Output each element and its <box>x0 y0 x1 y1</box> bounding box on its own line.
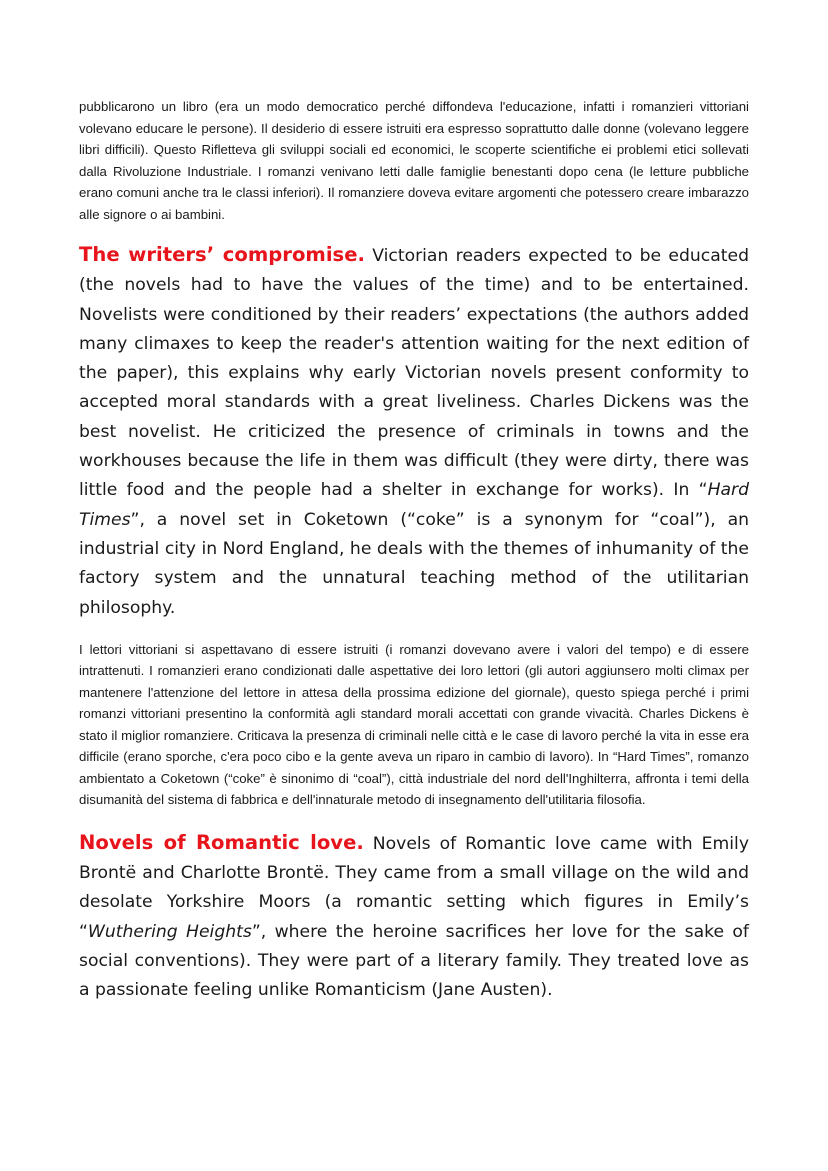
writers-compromise-heading: The writers’ compromise. <box>79 243 365 266</box>
writers-compromise-text-b: ”, a novel set in Coketown (“coke” is a synonym for “coal”), an industrial city in Nord England, he deals with the themes of inhumanity of the factory system and the unnatural teaching method of the utilitarian philosophy. <box>79 509 749 618</box>
romantic-love-text-a: Novels of Romantic love came with Emily Brontë and Charlotte Brontë. They came from a small village on the wild and desolate Yorkshire Moors (a romantic setting which figures in Emily’s “ <box>79 833 750 942</box>
romantic-love-heading: Novels of Romantic love. <box>79 830 364 854</box>
romantic-love-paragraph <box>79 828 749 1006</box>
wuthering-heights-title: Wuthering Heights <box>87 921 252 942</box>
writers-compromise-paragraph <box>79 240 749 623</box>
romantic-love-text-b: ”, where the heroine sacrifices her love for the sake of social conventions). They were part of a literary family. They treated love as a passionate feeling unlike Romanticism (Jane Austen). <box>79 921 749 1001</box>
document-page <box>79 96 749 1006</box>
italian-paragraph-1: pubblicarono un libro (era un modo democratico perché diffondeva l'educazione, infatti i romanzieri vittoriani volevano educare le persone). Il desiderio di essere istruiti era espresso soprattutto dalle donne (volevano leggere libri difficili). Questo Rifletteva gli sviluppi sociali ed economici, le scoperte scientifiche ei problemi etici sollevati dalla Rivoluzione Industriale. I romanzi venivano letti dalle famiglie benestanti dopo cena (le letture pubbliche erano comuni anche tra le classi inferiori). Il romanziere doveva evitare argomenti che potessero creare imbarazzo alle signore o ai bambini. <box>79 99 749 222</box>
writers-compromise-text-a: Victorian readers expected to be educated (the novels had to have the values of the time) and to be entertained. Novelists were conditioned by their readers’ expectations (the authors added many climaxes to keep the reader's attention waiting for the next edition of the paper), this explains why early Victorian novels present conformity to accepted moral standards with a great liveliness. Charles Dickens was the best novelist. He criticized the presence of criminals in towns and the workhouses because the life in them was difficult (they were dirty, there was little food and the people had a shelter in exchange for works). In “ <box>79 246 749 501</box>
italian-paragraph-2: I lettori vittoriani si aspettavano di essere istruiti (i romanzi dovevano avere i valori del tempo) e di essere intrattenuti. I romanzieri erano condizionati dalle aspettative dei loro lettori (gli autori aggiunsero molti climax per mantenere l'attenzione del lettore in attesa della prossima edizione del giornale), questo spiega perché i primi romanzi vittoriani presentino la conformità agli standard morali accettati con grande vivacità. Charles Dickens è stato il miglior romanziere. Criticava la presenza di criminali nelle città e le case di lavoro perché la vita in esse era difficile (erano sporche, c'era poco cibo e la gente aveva un riparo in cambio di lavoro). In “Hard Times”, romanzo ambientato a Coketown (“coke” è sinonimo di “coal”), città industriale del nord dell'Inghilterra, affronta i temi della disumanità del sistema di fabbrica e dell'innaturale metodo di insegnamento dell'utilitaria filosofia. <box>79 641 749 808</box>
hard-times-title: Hard Times <box>79 480 749 530</box>
